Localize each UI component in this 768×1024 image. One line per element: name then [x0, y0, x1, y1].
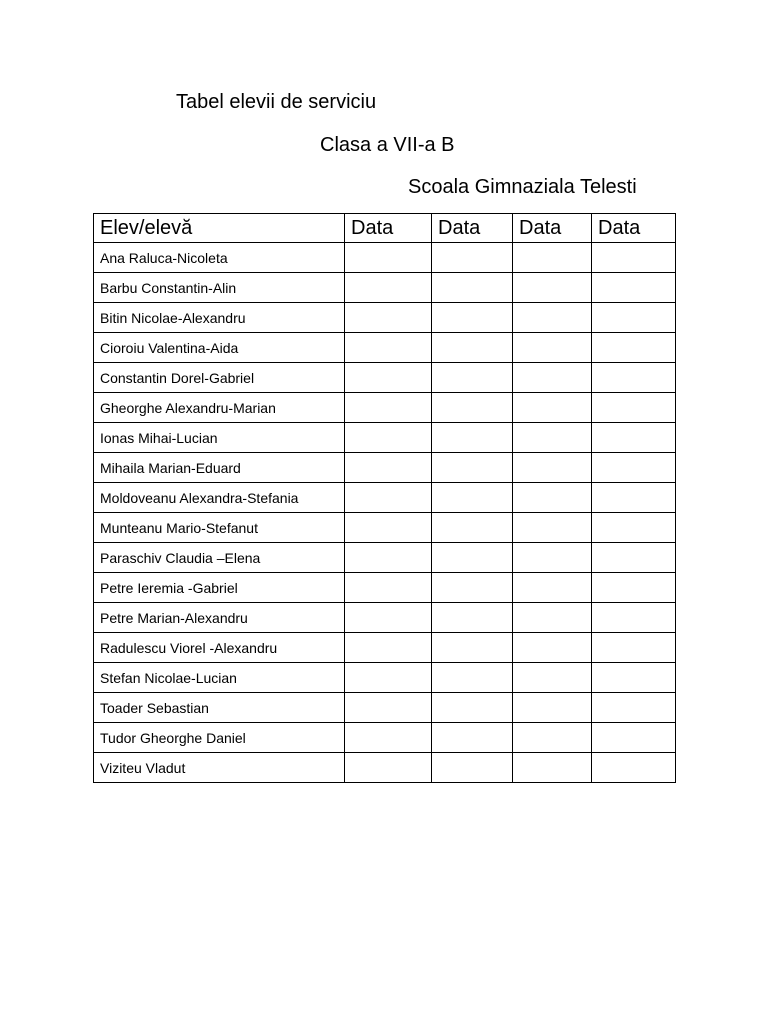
student-name-cell: Stefan Nicolae-Lucian [94, 663, 345, 693]
date-cell [592, 633, 676, 663]
date-cell [592, 363, 676, 393]
duty-roster-table [93, 213, 676, 783]
date-cell [513, 303, 592, 333]
table-header-row [94, 214, 676, 243]
date-cell [592, 273, 676, 303]
date-cell [345, 483, 432, 513]
date-cell [345, 243, 432, 273]
date-cell [345, 543, 432, 573]
date-cell [345, 393, 432, 423]
date-cell [513, 573, 592, 603]
date-cell [513, 423, 592, 453]
student-name-cell: Moldoveanu Alexandra-Stefania [94, 483, 345, 513]
date-cell [432, 633, 513, 663]
date-cell [592, 543, 676, 573]
date-cell [345, 633, 432, 663]
column-header-date: Data [432, 214, 513, 243]
student-name-cell: Cioroiu Valentina-Aida [94, 333, 345, 363]
date-cell [432, 333, 513, 363]
date-cell [513, 723, 592, 753]
student-name-cell: Ana Raluca-Nicoleta [94, 243, 345, 273]
date-cell [513, 693, 592, 723]
date-cell [345, 453, 432, 483]
date-cell [432, 243, 513, 273]
date-cell [592, 693, 676, 723]
student-name-cell: Barbu Constantin-Alin [94, 273, 345, 303]
date-cell [432, 513, 513, 543]
date-cell [592, 393, 676, 423]
date-cell [432, 303, 513, 333]
date-cell [432, 663, 513, 693]
table-row [94, 753, 676, 783]
table-row [94, 573, 676, 603]
student-name-cell: Constantin Dorel-Gabriel [94, 363, 345, 393]
student-name-cell: Toader Sebastian [94, 693, 345, 723]
document-title: Tabel elevii de serviciu [176, 91, 377, 113]
date-cell [432, 693, 513, 723]
table-body [94, 243, 676, 783]
table-row [94, 423, 676, 453]
table-row [94, 303, 676, 333]
school-name: Scoala Gimnaziala Telesti [408, 176, 637, 198]
date-cell [345, 423, 432, 453]
table-row [94, 543, 676, 573]
table-row [94, 243, 676, 273]
table-row [94, 693, 676, 723]
date-cell [432, 723, 513, 753]
column-header-student: Elev/elevă [94, 214, 345, 243]
date-cell [513, 633, 592, 663]
student-name-cell: Viziteu Vladut [94, 753, 345, 783]
column-header-date: Data [345, 214, 432, 243]
date-cell [432, 423, 513, 453]
date-cell [432, 753, 513, 783]
table-row [94, 633, 676, 663]
table-row [94, 363, 676, 393]
date-cell [592, 513, 676, 543]
date-cell [345, 273, 432, 303]
date-cell [345, 693, 432, 723]
date-cell [513, 363, 592, 393]
date-cell [345, 573, 432, 603]
date-cell [513, 483, 592, 513]
table-row [94, 603, 676, 633]
table-row [94, 483, 676, 513]
date-cell [592, 723, 676, 753]
date-cell [592, 243, 676, 273]
date-cell [432, 453, 513, 483]
student-name-cell: Tudor Gheorghe Daniel [94, 723, 345, 753]
table-row [94, 333, 676, 363]
student-name-cell: Radulescu Viorel -Alexandru [94, 633, 345, 663]
table-row [94, 513, 676, 543]
student-name-cell: Mihaila Marian-Eduard [94, 453, 345, 483]
date-cell [592, 603, 676, 633]
column-header-date: Data [592, 214, 676, 243]
table-row [94, 723, 676, 753]
student-name-cell: Munteanu Mario-Stefanut [94, 513, 345, 543]
table-row [94, 663, 676, 693]
date-cell [432, 543, 513, 573]
date-cell [432, 393, 513, 423]
date-cell [592, 453, 676, 483]
date-cell [592, 483, 676, 513]
date-cell [432, 603, 513, 633]
date-cell [592, 423, 676, 453]
date-cell [513, 393, 592, 423]
date-cell [592, 333, 676, 363]
date-cell [513, 543, 592, 573]
student-name-cell: Gheorghe Alexandru-Marian [94, 393, 345, 423]
date-cell [592, 753, 676, 783]
date-cell [513, 513, 592, 543]
date-cell [432, 573, 513, 603]
date-cell [513, 273, 592, 303]
student-name-cell: Paraschiv Claudia –Elena [94, 543, 345, 573]
table-row [94, 273, 676, 303]
date-cell [513, 663, 592, 693]
date-cell [513, 243, 592, 273]
date-cell [345, 513, 432, 543]
class-name: Clasa a VII-a B [320, 134, 455, 156]
date-cell [432, 483, 513, 513]
date-cell [432, 363, 513, 393]
date-cell [345, 363, 432, 393]
table-row [94, 393, 676, 423]
date-cell [592, 303, 676, 333]
date-cell [513, 453, 592, 483]
date-cell [592, 663, 676, 693]
date-cell [345, 663, 432, 693]
date-cell [513, 603, 592, 633]
student-name-cell: Petre Marian-Alexandru [94, 603, 345, 633]
table-row [94, 453, 676, 483]
student-name-cell: Bitin Nicolae-Alexandru [94, 303, 345, 333]
date-cell [432, 273, 513, 303]
date-cell [345, 603, 432, 633]
date-cell [592, 573, 676, 603]
date-cell [513, 333, 592, 363]
student-name-cell: Ionas Mihai-Lucian [94, 423, 345, 453]
student-name-cell: Petre Ieremia -Gabriel [94, 573, 345, 603]
date-cell [345, 333, 432, 363]
date-cell [513, 753, 592, 783]
date-cell [345, 753, 432, 783]
date-cell [345, 303, 432, 333]
date-cell [345, 723, 432, 753]
column-header-date: Data [513, 214, 592, 243]
